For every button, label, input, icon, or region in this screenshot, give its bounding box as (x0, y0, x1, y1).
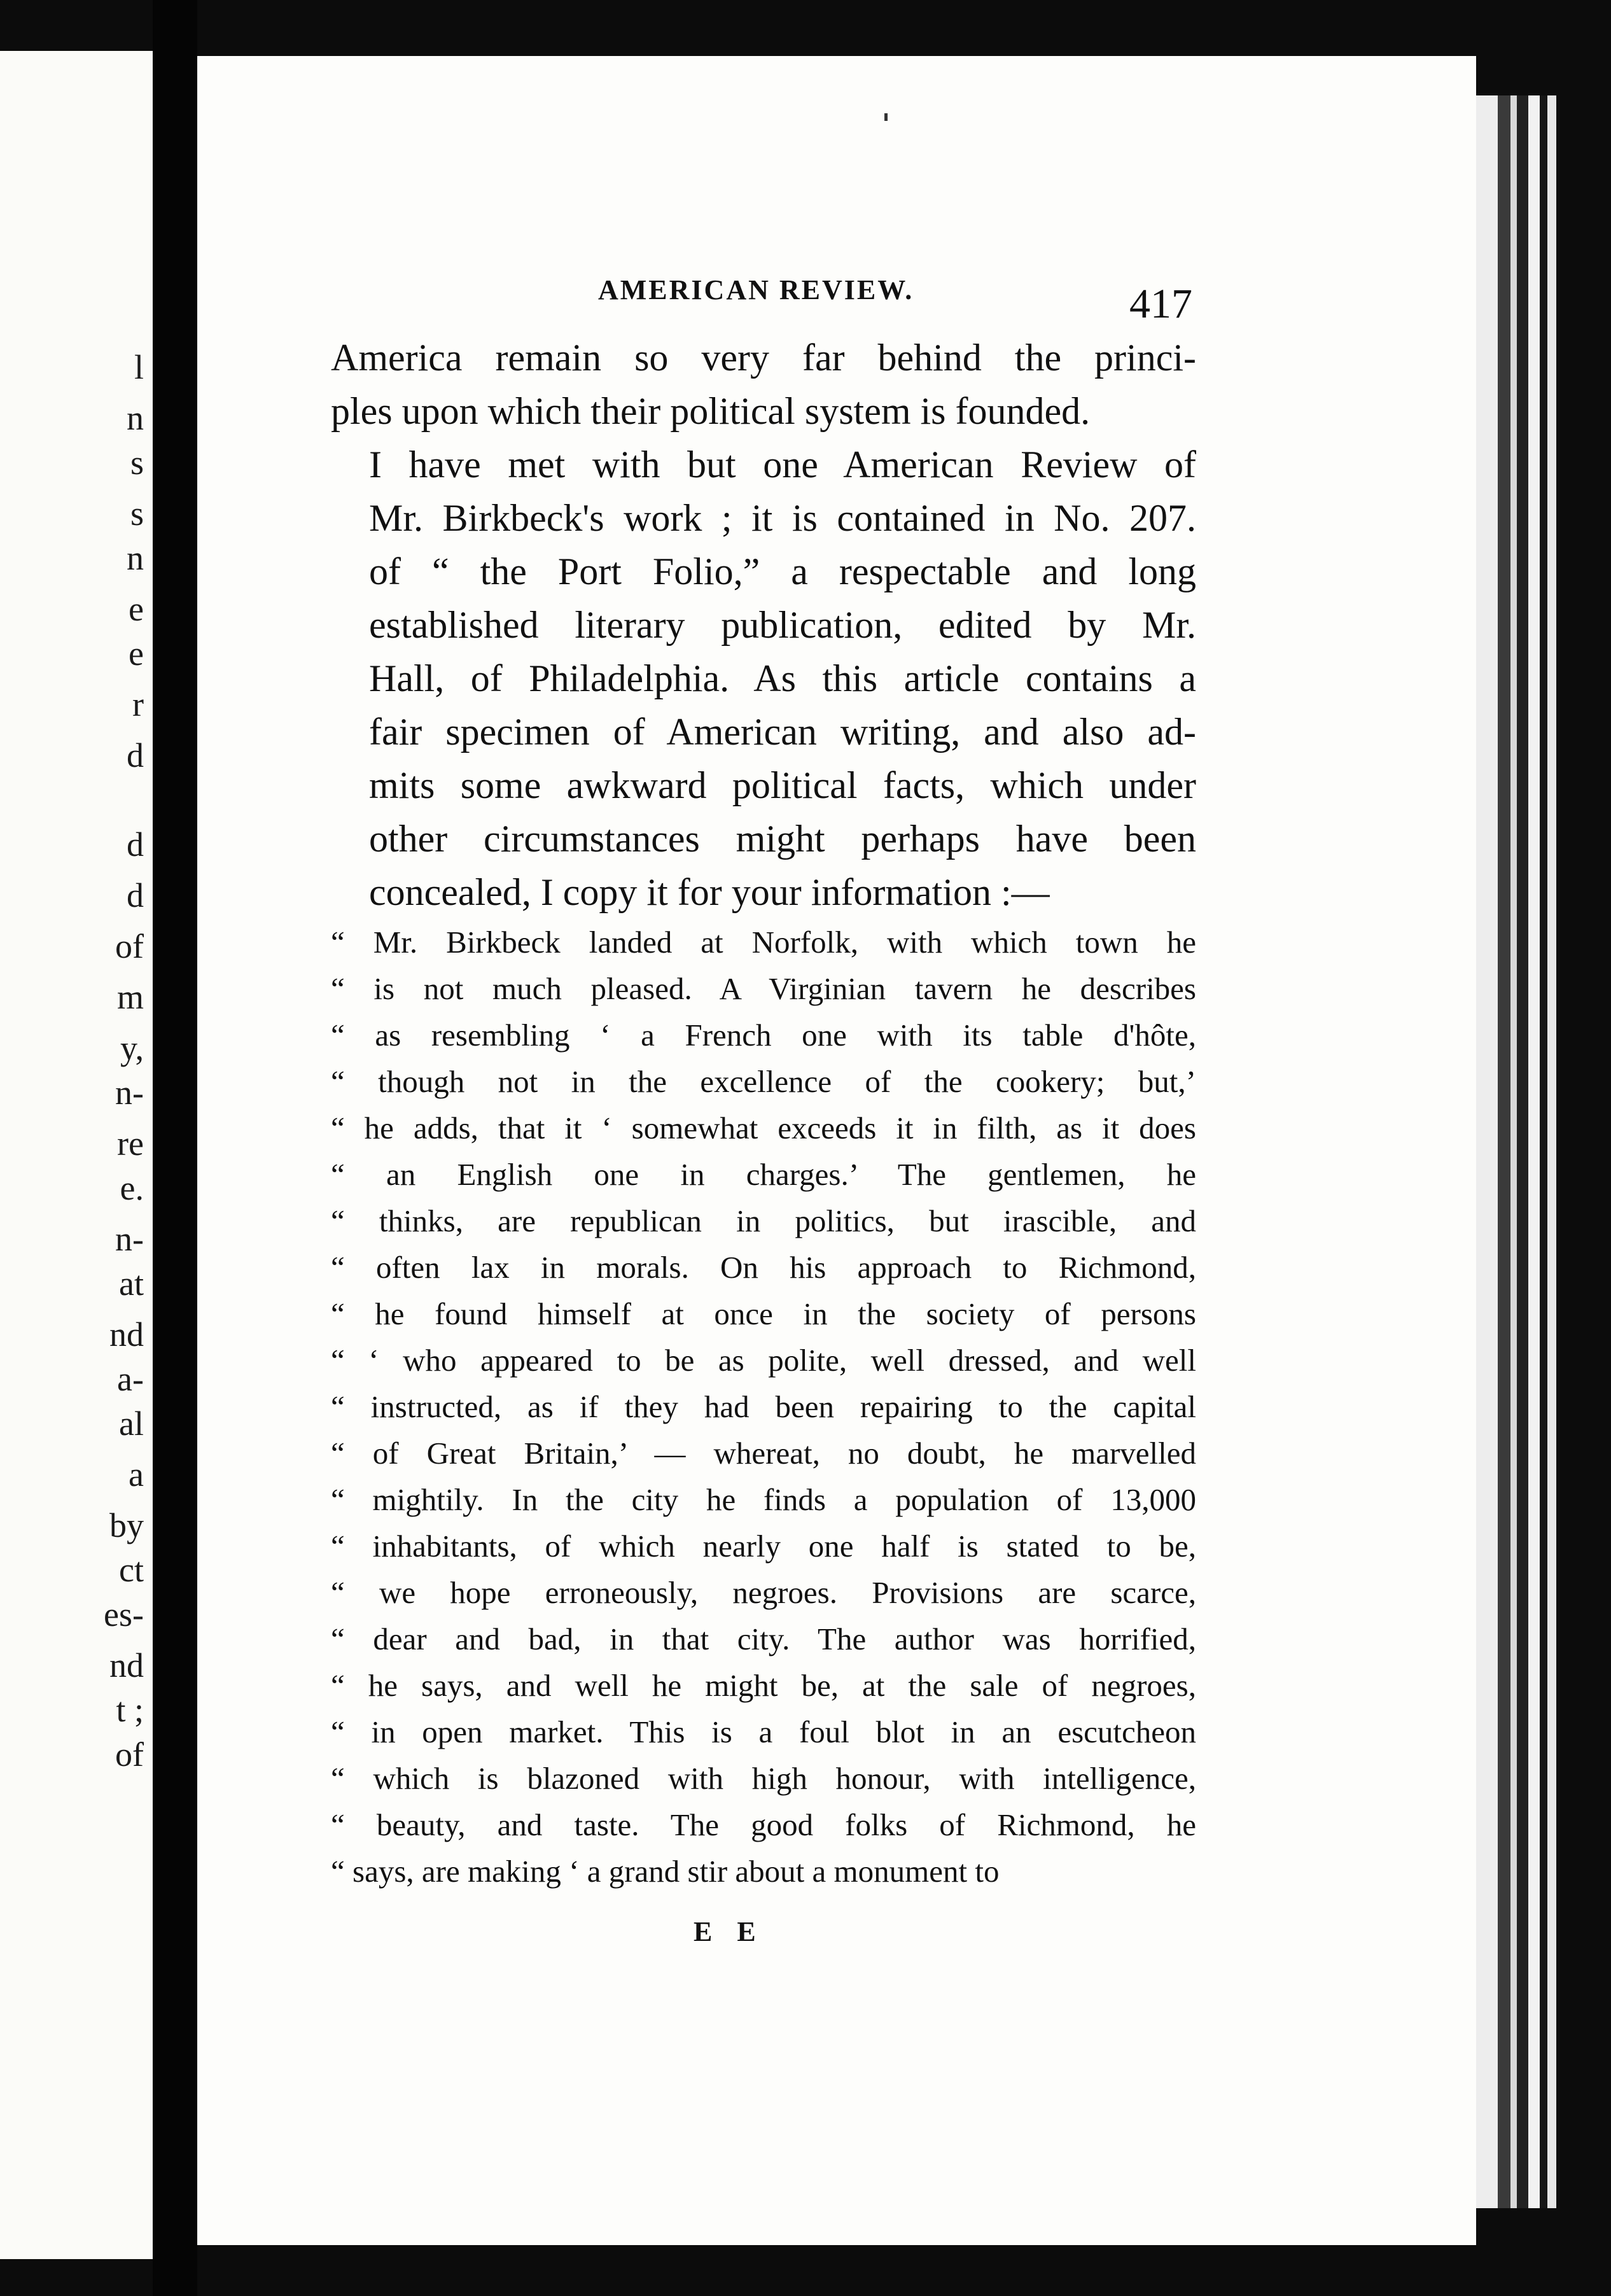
running-head: AMERICAN REVIEW. (598, 274, 914, 305)
page-edge (1540, 95, 1547, 2208)
quote-line: “ we hope erroneously, negroes. Provisions are scarce, (331, 1575, 1196, 1610)
quote-line: “ is not much pleased. A Virginian tavern he describes (331, 971, 1196, 1006)
left-page-fragment: nd (109, 1315, 144, 1354)
page-edge (1476, 95, 1498, 2208)
quote-line: “ though not in the excellence of the cookery; but,’ (331, 1064, 1196, 1099)
quote-line: “ he says, and well he might be, at the sale of negroes, (331, 1668, 1196, 1703)
text-line: fair specimen of American writing, and also ad- (369, 711, 1196, 753)
left-page-fragment: nd (109, 1646, 144, 1684)
left-page-fragment: ct (119, 1551, 144, 1589)
quote-line: “ beauty, and taste. The good folks of Richmond, he (331, 1807, 1196, 1842)
signature-mark: E E (694, 1916, 765, 1947)
left-page-fragment: d (127, 876, 144, 914)
left-page-fragment: re (117, 1124, 144, 1163)
quote-line: “ dear and bad, in that city. The author was horrified, (331, 1621, 1196, 1656)
quote-line: “ as resembling ‘ a French one with its table d'hôte, (331, 1018, 1196, 1053)
left-page-fragment: n- (115, 1220, 144, 1258)
paragraph-2 (331, 438, 1196, 919)
paragraph-1 (331, 331, 1196, 438)
quote-line: “ instructed, as if they had been repairing to the capital (331, 1389, 1196, 1424)
left-page-fragment: of (115, 1735, 144, 1774)
left-page-fragment: at (119, 1264, 144, 1303)
quote-line: “ he found himself at once in the society of persons (331, 1296, 1196, 1331)
left-page-fragment: t ; (116, 1691, 144, 1729)
quote-line: “ of Great Britain,’ — whereat, no doubt, he marvelled (331, 1436, 1196, 1471)
page-number: 417 (1129, 281, 1192, 327)
left-page-fragment: m (116, 978, 144, 1016)
quote-line: “ mightily. In the city he finds a population of 13,000 (331, 1482, 1196, 1517)
left-page-fragment: al (119, 1404, 144, 1443)
quote-line: “ inhabitants, of which nearly one half is stated to be, (331, 1529, 1196, 1564)
quote-line: “ Mr. Birkbeck landed at Norfolk, with which town he (331, 925, 1196, 960)
page-edge (1517, 95, 1528, 2208)
page-edge (1498, 95, 1510, 2208)
left-page-fragment: l (134, 348, 144, 386)
left-page-fragment: a- (117, 1360, 144, 1398)
left-page-fragment: e (129, 590, 144, 628)
text-line: of “ the Port Folio,” a respectable and long (369, 550, 1196, 592)
quote-line: “ often lax in morals. On his approach to Richmond, (331, 1250, 1196, 1285)
left-page-fragment: es- (104, 1595, 144, 1634)
left-page-fragment: e (129, 634, 144, 673)
left-facing-page (0, 51, 153, 2259)
left-page-fragment: s (130, 494, 144, 533)
left-page-fragment: n- (115, 1074, 144, 1112)
left-page-fragment: e. (120, 1169, 144, 1207)
quote-line: “ an English one in charges.’ The gentlemen, he (331, 1157, 1196, 1192)
left-page-fragment: n (127, 399, 144, 437)
text-line: ples upon which their political system is founded. (331, 390, 1091, 432)
text-block (331, 331, 1196, 1894)
text-line: Hall, of Philadelphia. As this article contains a (369, 657, 1196, 699)
text-line: I have met with but one American Review of (369, 444, 1196, 486)
page-edge (1510, 95, 1517, 2208)
print-speck (884, 113, 888, 121)
page-edge (1528, 95, 1540, 2208)
quote-line: “ thinks, are republican in politics, but irascible, and (331, 1203, 1196, 1238)
quote-line: “ ‘ who appeared to be as polite, well dressed, and well (331, 1343, 1196, 1378)
book-gutter (153, 0, 197, 2296)
text-line: Mr. Birkbeck's work ; it is contained in No. 207. (369, 497, 1196, 539)
text-line: established literary publication, edited by Mr. (369, 604, 1196, 646)
quote-line: “ which is blazoned with high honour, with intelligence, (331, 1761, 1196, 1796)
text-line: other circumstances might perhaps have been (369, 818, 1196, 860)
quote-line: “ in open market. This is a foul blot in an escutcheon (331, 1714, 1196, 1749)
left-page-fragment: r (132, 685, 144, 724)
left-page-fragment: a (129, 1455, 144, 1494)
left-page-fragment: d (127, 825, 144, 864)
quote-line: “ he adds, that it ‘ somewhat exceeds it in filth, as it does (331, 1110, 1196, 1145)
page-edge (1547, 95, 1556, 2208)
left-page-fragment: by (109, 1506, 144, 1544)
left-page-fragment: s (130, 444, 144, 482)
left-page-fragment: d (127, 736, 144, 774)
left-page-fragment: y, (120, 1029, 144, 1067)
text-line: America remain so very far behind the princi- (331, 337, 1196, 379)
left-page-fragment: of (115, 927, 144, 965)
text-line: concealed, I copy it for your information :— (369, 871, 1050, 913)
left-page-fragment: n (127, 539, 144, 577)
text-line: mits some awkward political facts, which under (369, 764, 1196, 806)
quotation-block (331, 919, 1196, 1894)
quote-line: “ says, are making ‘ a grand stir about a monument to (331, 1854, 1000, 1889)
